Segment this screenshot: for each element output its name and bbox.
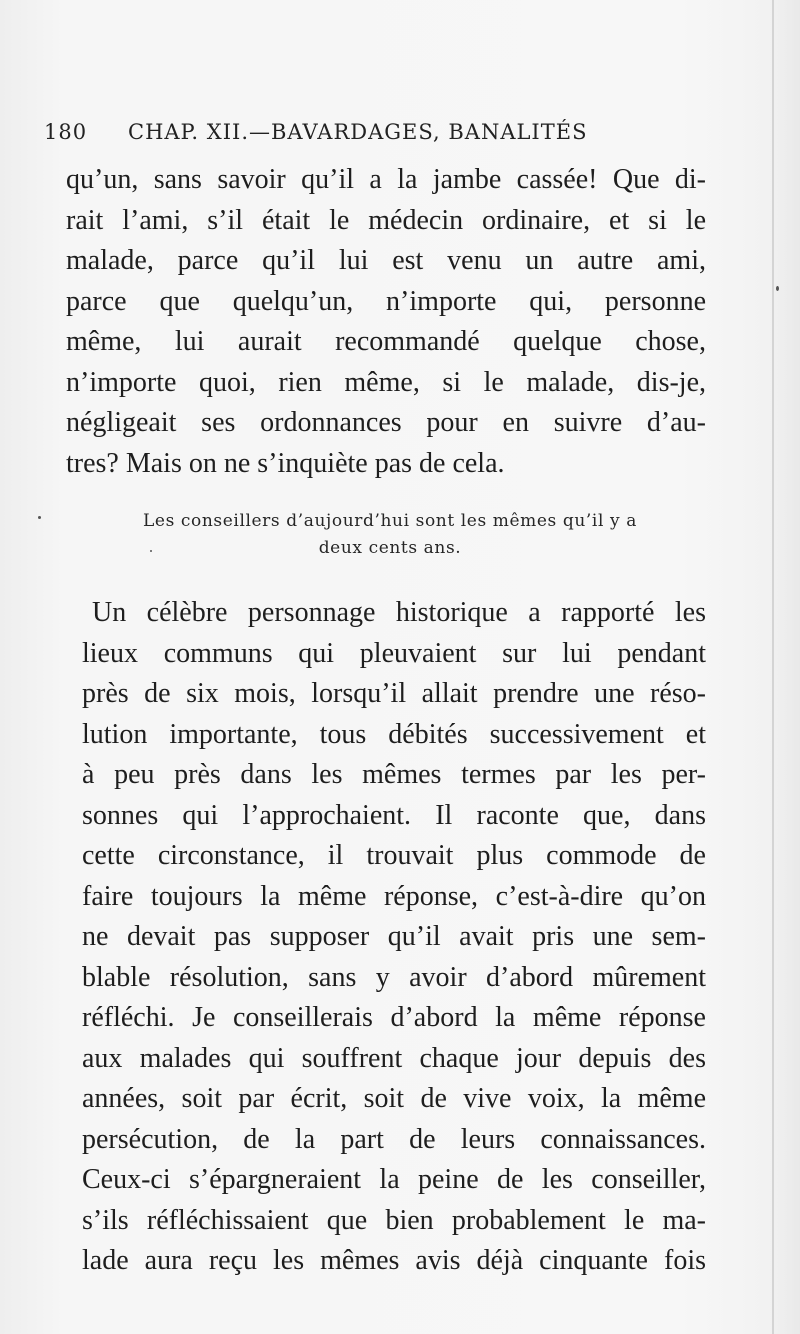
- paper-speck: [776, 286, 779, 291]
- page-number: 180: [44, 120, 88, 144]
- subheading-line: deux cents ans.: [318, 538, 462, 558]
- paper-speck: [150, 550, 152, 552]
- text-line: qu’un, sans savoir qu’il a la jambe cassée! Que di-: [66, 164, 706, 195]
- text-line: faire toujours la même réponse, c’est-à-dire qu’on: [82, 880, 706, 912]
- text-line: blable résolution, sans y avoir d’abord mûrement: [82, 961, 706, 993]
- text-line: persécution, de la part de leurs connaissances.: [82, 1123, 706, 1155]
- text-line: même, lui aurait recommandé quelque chose,: [66, 326, 706, 357]
- text-line: cette circonstance, il trouvait plus commode de: [82, 840, 706, 871]
- text-line: rait l’ami, s’il était le médecin ordinaire, et si le: [66, 204, 706, 236]
- paper-speck: [38, 516, 41, 519]
- page-edge: [772, 0, 774, 1334]
- text-line: n’importe quoi, rien même, si le malade, dis-je,: [66, 366, 706, 398]
- page-header: [44, 120, 704, 154]
- text-line: parce que quelqu’un, n’importe qui, personne: [66, 285, 706, 317]
- text-line: ne devait pas supposer qu’il avait pris une sem-: [82, 921, 706, 952]
- text-line: sonnes qui l’approchaient. Il raconte que, dans: [82, 799, 706, 831]
- text-line: près de six mois, lorsqu’il allait prendre une réso-: [82, 678, 706, 709]
- text-line: Un célèbre personnage historique a rapporté les: [92, 597, 706, 628]
- running-head: CHAP. XII.—BAVARDAGES, BANALITÉS: [128, 120, 588, 144]
- paragraph-2: [82, 593, 706, 1282]
- text-line: lade aura reçu les mêmes avis déjà cinquante fois: [82, 1245, 706, 1276]
- text-line: s’ils réfléchissaient que bien probablement le ma-: [82, 1204, 706, 1236]
- text-line: lieux communs qui pleuvaient sur lui pendant: [82, 637, 706, 669]
- text-line: à peu près dans les mêmes termes par les per-: [82, 759, 706, 790]
- text-line: malade, parce qu’il lui est venu un autre ami,: [66, 245, 706, 276]
- text-line: Ceux-ci s’épargneraient la peine de les conseiller,: [82, 1164, 706, 1195]
- text-line: années, soit par écrit, soit de vive voix, la même: [82, 1083, 706, 1114]
- text-line: aux malades qui souffrent chaque jour depuis des: [82, 1042, 706, 1074]
- text-line: lution importante, tous débités successivement et: [82, 718, 706, 750]
- section-subheading: [70, 508, 710, 562]
- paragraph-1: [66, 160, 706, 484]
- text-line: négligeait ses ordonnances pour en suivre d’au-: [66, 407, 706, 438]
- subheading-line: Les conseillers d’aujourd’hui sont les mêmes qu’il y a: [143, 511, 637, 531]
- text-line: tres? Mais on ne s’inquiète pas de cela.: [66, 447, 505, 479]
- text-line: réfléchi. Je conseillerais d’abord la même réponse: [82, 1002, 706, 1033]
